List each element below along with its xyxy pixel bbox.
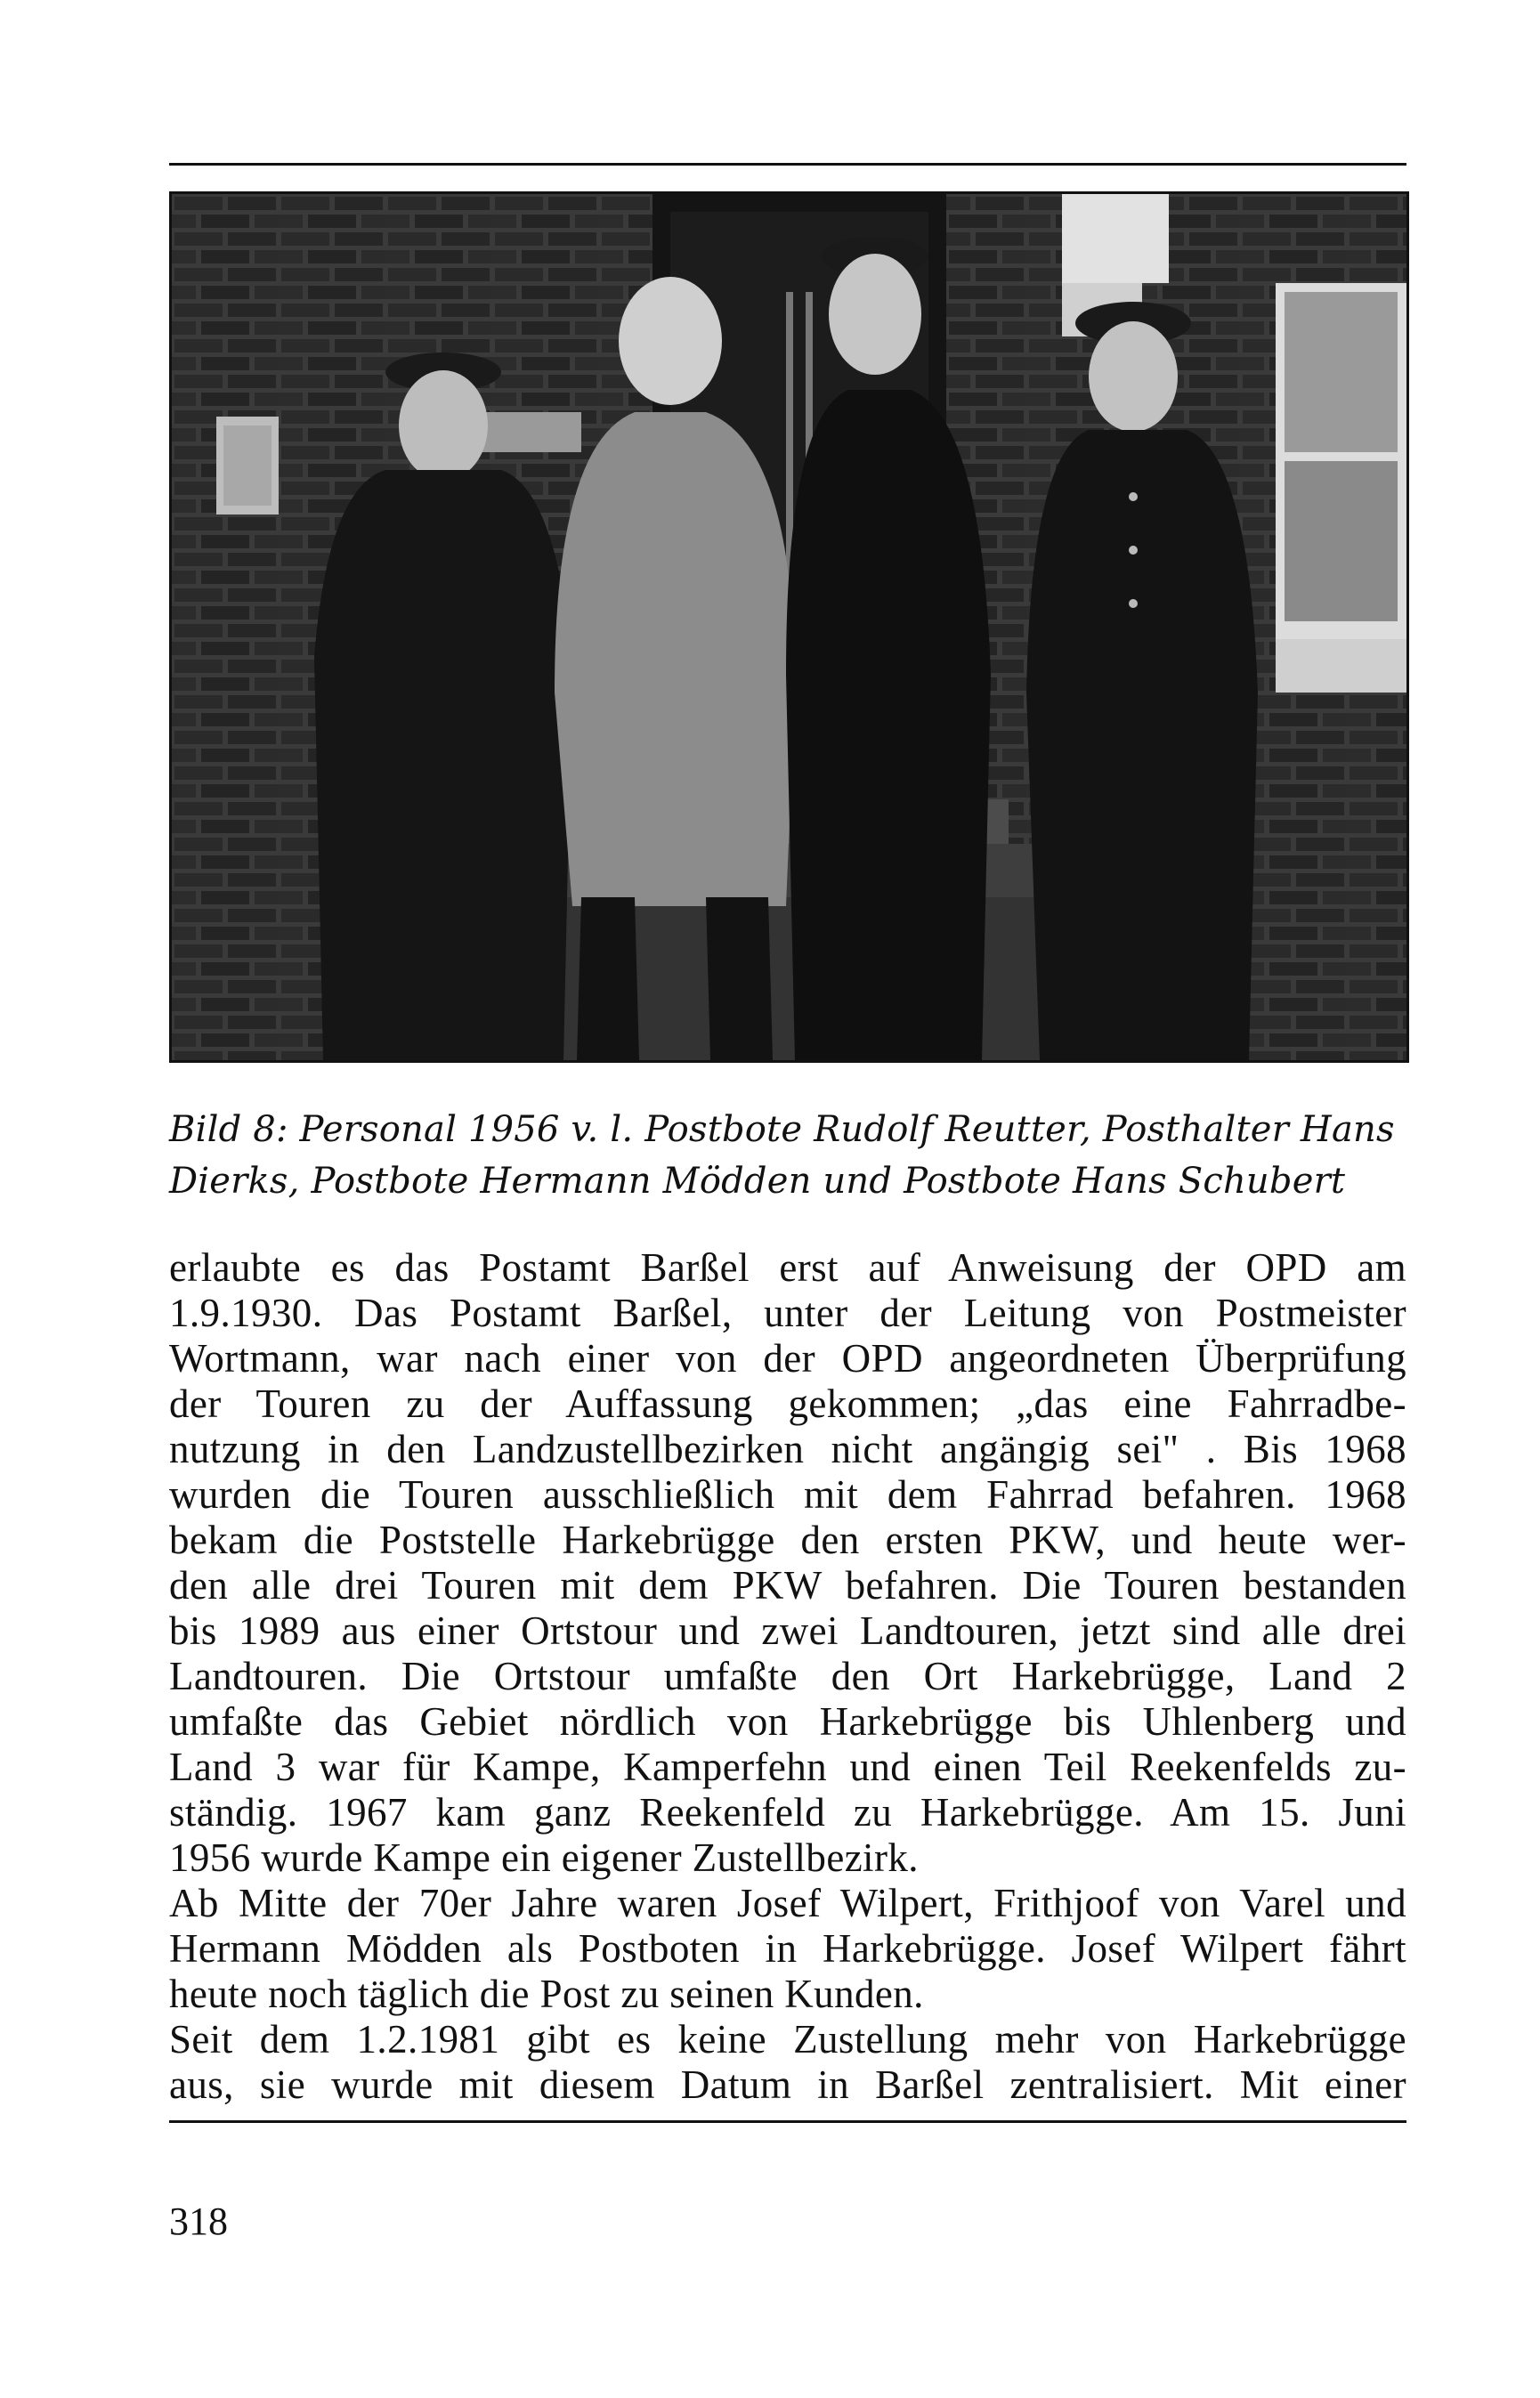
caption-line: Bild 8: Personal 1956 v. l. Postbote Rudolf Reutter, Posthalter Hans [169, 1109, 1395, 1150]
body-line: wurden die Touren ausschließlich mit dem Fahrrad befahren. 1968 [169, 1472, 1406, 1517]
body-line: 1956 wurde Kampe ein eigener Zustellbezirk. [169, 1835, 919, 1880]
bottom-rule [169, 2120, 1406, 2123]
body-line: ständig. 1967 kam ganz Reekenfeld zu Harkebrügge. Am 15. Juni [169, 1790, 1406, 1835]
body-line: der Touren zu der Auffassung gekommen; „das eine Fahrradbe- [169, 1381, 1406, 1426]
body-line: nutzung in den Landzustellbezirken nicht angängig sei" . Bis 1968 [169, 1427, 1406, 1471]
body-line: den alle drei Touren mit dem PKW befahren. Die Touren bestanden [169, 1563, 1406, 1608]
figure-caption [169, 1104, 1415, 1207]
photograph-staff-1956 [169, 191, 1409, 1063]
body-line: aus, sie wurde mit diesem Datum in Barßel zentralisiert. Mit einer [169, 2062, 1406, 2107]
page-number: 318 [169, 2200, 228, 2243]
top-rule [169, 163, 1406, 166]
body-line: bekam die Poststelle Harkebrügge den ersten PKW, und heute wer- [169, 1518, 1406, 1562]
body-line: bis 1989 aus einer Ortstour und zwei Landtouren, jetzt sind alle drei [169, 1608, 1406, 1653]
body-text [169, 1245, 1406, 2108]
body-line: Landtouren. Die Ortstour umfaßte den Ort Harkebrügge, Land 2 [169, 1654, 1406, 1698]
body-line: erlaubte es das Postamt Barßel erst auf Anweisung der OPD am [169, 1245, 1406, 1290]
body-line: Ab Mitte der 70er Jahre waren Josef Wilpert, Frithjoof von Varel und [169, 1881, 1406, 1925]
body-line: Land 3 war für Kampe, Kamperfehn und einen Teil Reekenfelds zu- [169, 1745, 1406, 1789]
body-line: Wortmann, war nach einer von der OPD angeordneten Überprüfung [169, 1336, 1406, 1381]
body-line: umfaßte das Gebiet nördlich von Harkebrügge bis Uhlenberg und [169, 1699, 1406, 1744]
body-line: 1.9.1930. Das Postamt Barßel, unter der Leitung von Postmeister [169, 1291, 1406, 1335]
caption-line: Dierks, Postbote Hermann Mödden und Postbote Hans Schubert [169, 1161, 1346, 1202]
body-line: heute noch täglich die Post zu seinen Kunden. [169, 1972, 924, 2016]
body-line: Hermann Mödden als Postboten in Harkebrügge. Josef Wilpert fährt [169, 1926, 1406, 1971]
body-line: Seit dem 1.2.1981 gibt es keine Zustellung mehr von Harkebrügge [169, 2017, 1406, 2062]
